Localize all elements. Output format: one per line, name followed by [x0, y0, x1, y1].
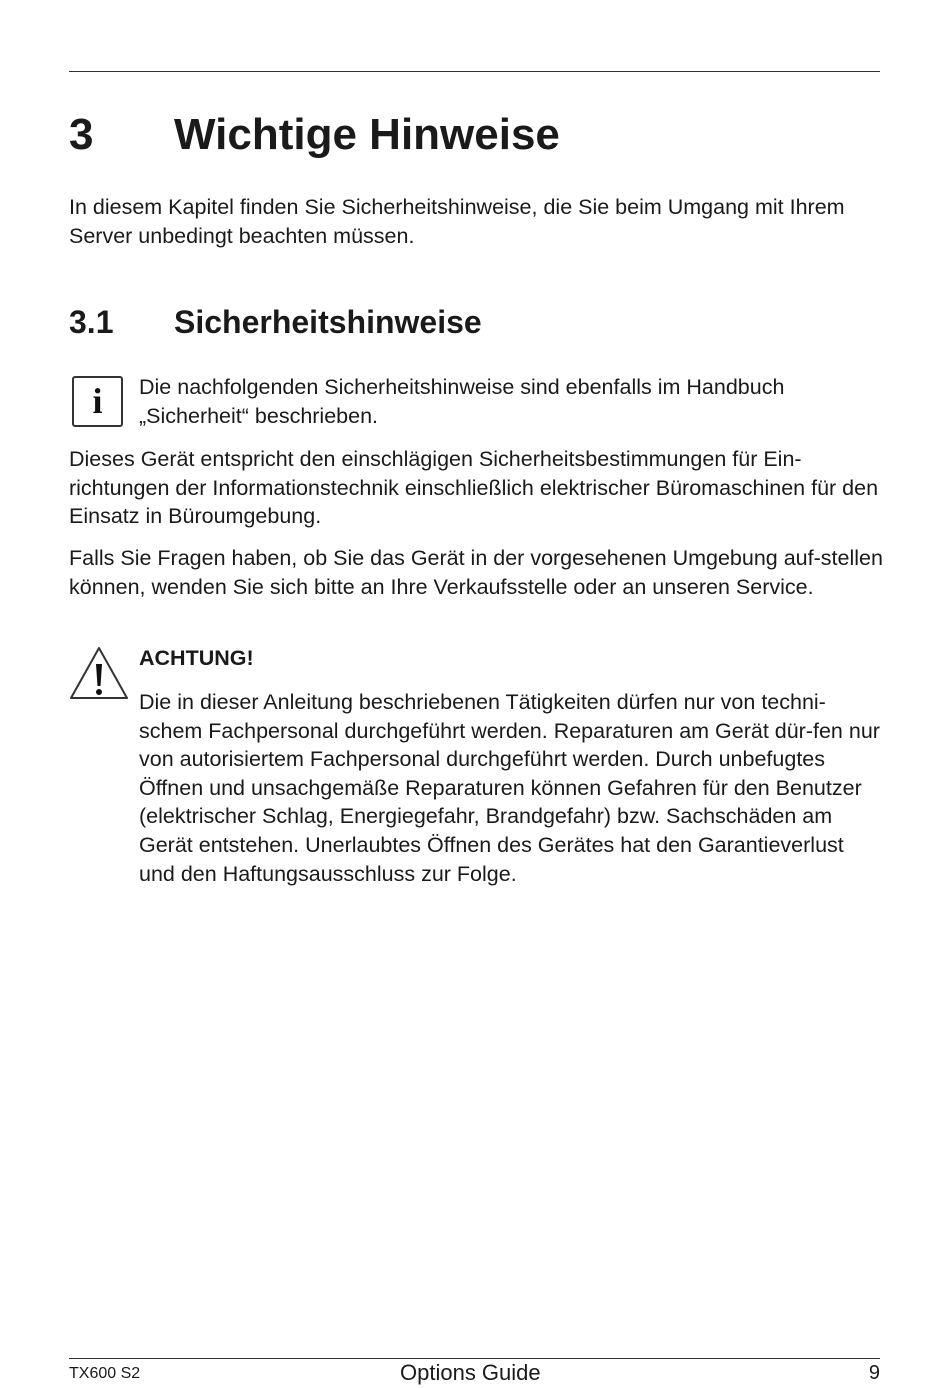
chapter-title: Wichtige Hinweise: [174, 110, 560, 159]
warning-icon: [68, 645, 130, 703]
section-heading: [69, 301, 482, 343]
chapter-number: 3: [69, 110, 94, 159]
warning-heading: ACHTUNG!: [139, 646, 254, 670]
paragraph-contact-service: Falls Sie Fragen haben, ob Sie das Gerät in der vorgesehenen Umgebung auf-stellen können, wenden Sie sich bitte an Ihre Verkaufsstelle oder an unseren Service.: [69, 546, 883, 599]
header-rule: [69, 71, 880, 72]
info-note-text: Die nachfolgenden Sicherheitshinweise sind ebenfalls im Handbuch „Sicherheit“ beschrieben.: [139, 375, 785, 428]
chapter-heading: [69, 106, 560, 164]
chapter-intro: In diesem Kapitel finden Sie Sicherheitshinweise, die Sie beim Umgang mit Ihrem Server unbedingt beachten müssen.: [69, 195, 845, 248]
footer-document-title: Options Guide: [400, 1360, 541, 1385]
footer-rule: [69, 1358, 880, 1359]
paragraph-safety-standards: Dieses Gerät entspricht den einschlägigen Sicherheitsbestimmungen für Ein-richtungen der Informationstechnik einschließlich elektrischer Büromaschinen für den Einsatz in Büroumgebung.: [69, 447, 879, 529]
page-number: 9: [868, 1362, 880, 1384]
info-icon: i: [72, 376, 123, 427]
section-title: Sicherheitshinweise: [174, 304, 482, 340]
warning-text: Die in dieser Anleitung beschriebenen Tätigkeiten dürfen nur von techni-schem Fachpersonal durchgeführt werden. Reparaturen am Gerät dür-fen nur von autorisiertem Fachpersonal durchgeführt werden. Durch unbefugtes Öffnen und unsachgemäße Reparaturen können Gefahren für den Benutzer (elektrischer Schlag, Energiegefahr, Brandgefahr) bzw. Sachschäden am Gerät entstehen. Unerlaubtes Öffnen des Gerätes hat den Garantieverlust und den Haftungsausschluss zur Folge.: [139, 690, 880, 886]
footer-product: TX600 S2: [69, 1365, 141, 1382]
section-number: 3.1: [69, 304, 114, 340]
